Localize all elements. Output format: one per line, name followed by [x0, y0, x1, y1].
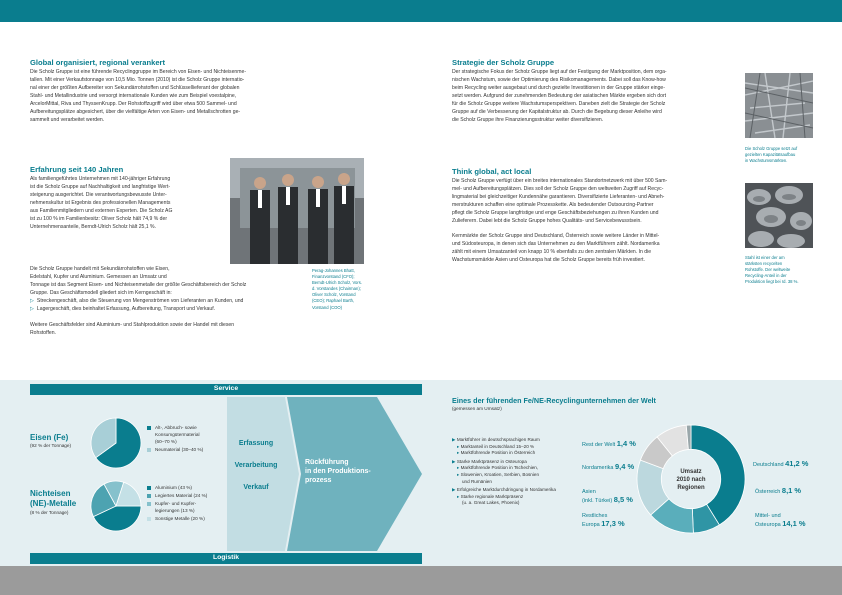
- legend-text: Alt-, Abbruch- sowie: [155, 425, 197, 430]
- market-bullet: [452, 459, 582, 485]
- flow-step-verkauf: Verkauf: [243, 484, 269, 491]
- caption-line: Perag-Johannes Bhatt,: [312, 268, 355, 273]
- text-think: [452, 177, 722, 225]
- market-title: Eines der führenden Fe/NE-Recyclingunternehmen der Welt: [452, 396, 656, 405]
- flow-step-erfassung: Erfassung: [238, 440, 274, 447]
- bottom-bar: [0, 566, 842, 595]
- market-bullet: [452, 487, 582, 507]
- scrap-photo: [745, 73, 813, 138]
- text-line: pflegt die Scholz Gruppe langfristige und enge Geschäftsbeziehungen zu ihren Kunden und: [452, 210, 659, 217]
- text-line: ArcelorMittal, Riva und ThyssenKrupp. Der Rohstoffzugriff wird über etwa 500 Sammel- und: [30, 101, 237, 108]
- legend-item: [147, 515, 223, 522]
- bullet-text: Lagergeschäft, dies beinhaltet Erfassung, Aufbereitung, Transport und Verkauf.: [36, 306, 216, 313]
- text-line: Rohstoffen.: [30, 330, 56, 337]
- text-line: setzt werden. Aufgrund der zunehmenden Bedeutung der asiatischen Märkte ergeben sich dort: [452, 93, 667, 100]
- legend-item: [147, 484, 223, 491]
- section-strategie: [452, 58, 722, 124]
- caption-line: Rohstoffe. Der weltweite: [745, 267, 791, 273]
- caption-line: Oliver Scholz, Vorstand: [312, 292, 356, 298]
- legend-item: [147, 424, 223, 445]
- section-think: [452, 167, 722, 264]
- text-kernmaerkte: [452, 232, 722, 264]
- legend-swatch: [147, 494, 151, 498]
- caption-line: Berndt-Ulrich Scholz, Vors.: [312, 280, 363, 286]
- text-line: nehmenskultur ist Ergebnis des professionellen Managements: [30, 200, 171, 207]
- caption-line: Die Scholz Gruppe setzt auf: [745, 146, 798, 151]
- text-line: tallen. Mit einer Verkaufstonnage von 10,5 Mio. Tonnen (2010) ist die Scholz Gruppe internatio-: [30, 77, 245, 84]
- board-photo-image: [230, 158, 364, 264]
- caption-line: Recycling-Anteil in der: [745, 273, 787, 279]
- market-bullet-sub: Marktführende Position in Österreich: [460, 450, 536, 456]
- logistik-strip: Logistik: [30, 553, 422, 564]
- flow-steps: [227, 440, 285, 491]
- triangle-icon: ▸: [457, 443, 461, 449]
- legend-text: Sonstige Metalle (20 %): [155, 516, 205, 521]
- market-bullet-main: Starke Marktpräsenz in Osteuropa: [456, 458, 527, 464]
- label-rest-der-welt: Rest der Welt 1,4 %: [582, 439, 636, 448]
- bullet-list-geschaeft: [30, 297, 302, 313]
- market-bullet-sub: (u. a. Great Lakes, Phoenix): [462, 500, 520, 506]
- flow-result: [305, 458, 385, 485]
- label-nordamerika: Nordamerika 9,4 %: [582, 462, 635, 471]
- ne-label: [30, 489, 76, 516]
- board-photo-caption: [312, 268, 382, 311]
- market-bullet: [452, 437, 582, 457]
- caption-line: Produktion liegt bei rd. 38 %.: [745, 279, 799, 285]
- legend-text: Aluminium (43 %): [155, 485, 192, 490]
- ne-title-1: Nichteisen: [30, 489, 71, 498]
- label-oesterreich: Österreich 8,1 %: [755, 486, 802, 495]
- label-asien: Asien (inkl. Türkei) 8,5 %: [582, 489, 633, 504]
- ne-title-2: (NE)-Metalle: [30, 499, 77, 508]
- text-line: lingmaterial bei gleichzeitiger Kundennähe garantieren. Diversifizierte Lieferanten- und Abneh-: [452, 194, 665, 201]
- legend-swatch: [147, 517, 151, 521]
- text-weitere: [30, 321, 302, 337]
- market-subtitle: (gemessen am Umsatz): [452, 406, 502, 411]
- triangle-icon: ▶: [452, 487, 457, 493]
- text-global: [30, 68, 302, 124]
- donut-center-label: [661, 468, 721, 492]
- heading-think: Think global, act local: [452, 167, 532, 176]
- section-global: [30, 58, 302, 124]
- text-line: mel- und Aufbereitungsplätzen. Dies soll der Scholz Gruppe den weltweiten Zugriff auf Recyc-: [452, 186, 664, 193]
- legend-swatch: [147, 448, 151, 452]
- text-line: für die Scholz Gruppe weitere Wachstumsperspektiven. Daneben zielt die Strategie der Scholz: [452, 101, 666, 108]
- legend-item: [147, 500, 223, 514]
- bullet-arrow-icon: ▷: [30, 298, 34, 305]
- legend-item: [147, 446, 223, 453]
- legend-text: Legiertes Material (24 %): [155, 493, 208, 498]
- text-line: die Scholz Gruppe ihre Finanzierungsstruktur weiter diversifizieren.: [452, 117, 604, 124]
- text-geschaeft: [30, 265, 302, 297]
- ne-sub: (8 % der Tonnage): [30, 510, 69, 515]
- caption-line: Finanzvorstand (CFO);: [312, 274, 355, 280]
- legend-swatch: [147, 426, 151, 430]
- triangle-icon: ▸: [457, 493, 461, 499]
- caption-line: (CEO); Raphael Barth,: [312, 298, 355, 304]
- steel-photo-image: [745, 183, 813, 248]
- text-line: Edelstahl, Kupfer und Aluminium. Gemessen an Umsatz und: [30, 274, 167, 281]
- flow-result-line-2: in den Produktions-: [305, 468, 371, 475]
- section-erfahrung: [30, 165, 230, 231]
- service-strip: Service: [30, 384, 422, 395]
- text-line: ist die Scholz Gruppe auf Nachhaltigkeit und langfristige Wert-: [30, 184, 171, 191]
- legend-text: (60–70 %): [155, 439, 177, 444]
- scrap-photo-image: [745, 73, 813, 138]
- text-line: aus Familienmitgliedern und externen Experten. Die Scholz AG: [30, 208, 173, 215]
- legend-item: [147, 492, 223, 499]
- market-bullet-sub: Slowenien, Kroatien, Serbien, Bosnien: [460, 471, 539, 477]
- market-bullet-sub: und Rumänien: [462, 478, 492, 484]
- fe-legend: [147, 424, 223, 454]
- market-bullet-sub: Marktführende Position in Tschechien,: [460, 465, 539, 471]
- flow-result-line-3: prozess: [305, 477, 332, 484]
- text-line: Gruppe auf die Verbesserung der Kapitalstruktur ab. Durch die Begebung dieser Anleihe wird: [452, 109, 662, 116]
- text-line: Stahl- und Metallindustrie und versorgt internationale Kunden wie zum Beispiel voestalpine,: [30, 93, 237, 100]
- bullet-item: [30, 305, 302, 313]
- text-line: zählt mit einem Umsatzanteil von knapp 10 % ebenfalls zu den zentralen Märkten. In die: [452, 249, 652, 256]
- text-line: steigerung ausgerichtet. Die verantwortungsbewusste Unter-: [30, 192, 167, 199]
- market-bullet-sub: Starke regionale Marktpräsenz: [460, 493, 524, 499]
- text-line: nischen Wachstum, sowie der Optimierung des Risikomanagements. Dabei soll das Know-how: [452, 77, 666, 84]
- flow-result-line-1: Rückführung: [305, 459, 349, 466]
- text-strategie: [452, 68, 722, 124]
- text-line: Die Scholz Gruppe ist eine führende Recyclinggruppe im Bereich von Eisen- und Nichteisenme-: [30, 69, 247, 75]
- triangle-icon: ▸: [457, 465, 461, 471]
- text-line: Gruppe. Das Geschäftsmodell gliedert sich im Kerngeschäft in:: [30, 290, 172, 297]
- heading-erfahrung: Erfahrung seit 140 Jahren: [30, 165, 124, 174]
- market-bullet-main: Erfolgreiche Marktdurchdringung in Nordamerika: [456, 487, 556, 493]
- donut-center-line-3: Regionen: [677, 485, 705, 491]
- market-bullet-sub: Marktanteil in Deutschland 15–20 %: [460, 443, 535, 449]
- market-bullet-main: Marktführer im deutschsprachigen Raum: [456, 437, 540, 442]
- text-line: sammelt und verarbeitet werden.: [30, 117, 105, 124]
- fe-title: Eisen (Fe): [30, 433, 69, 442]
- flow-step-verarbeitung: Verarbeitung: [234, 462, 278, 469]
- legend-text: Neumaterial (30–40 %): [155, 447, 204, 452]
- donut-center-line-1: Umsatz: [680, 469, 702, 475]
- text-line: Unternehmensanteile, Berndt-Ulrich Scholz hält 25,1 %.: [30, 224, 156, 231]
- triangle-icon: ▶: [452, 458, 457, 464]
- bullet-text: Streckengeschäft, also die Steuerung von Mengenströmen von Lieferanten an Kunden, und: [36, 298, 244, 305]
- fe-label: [30, 433, 71, 449]
- text-line: ist zu 100 % im Familienbesitz: Oliver Scholz hält 74,9 % der: [30, 216, 168, 223]
- steel-photo: [745, 183, 813, 248]
- text-line: Der strategische Fokus der Scholz Gruppe liegt auf der Festigung der Marktposition, dem orga-: [452, 69, 667, 75]
- text-line: Aufbereitungsplätze abgesichert, über die vielfältige Arten von Eisen- und Metallschrotten ge-: [30, 109, 241, 116]
- text-line: und Südosteuropa, in denen sich das Unternehmen zu den Marktführern zählt. Nordamerika: [452, 241, 660, 248]
- text-line: Als familiengeführtes Unternehmen mit 140-jähriger Erfahrung: [30, 176, 171, 182]
- section-geschaeft: [30, 265, 302, 337]
- bullet-item: [30, 297, 302, 305]
- label-deutschland: Deutschland 41,2 %: [753, 459, 809, 468]
- fe-pie-chart: [90, 417, 142, 469]
- top-bar: [0, 0, 842, 22]
- caption-line: Stahl ist einer der am: [745, 255, 785, 260]
- caption-line: d. Vorstandes (Chairman);: [312, 286, 361, 292]
- market-header: [452, 396, 656, 412]
- market-bullet-list: [452, 437, 582, 509]
- caption-line: gezielten Kapazitätsaufbau: [745, 152, 796, 158]
- label-mittel-osteuropa: Mittel- und Osteuropa 14,1 %: [755, 513, 806, 528]
- bullet-arrow-icon: ▷: [30, 306, 34, 313]
- steel-photo-caption: [745, 255, 825, 285]
- donut-center-line-2: 2010 nach: [676, 477, 706, 483]
- text-line: merstrukturen schaffen eine optimale Prozesskette. Als bedeutender Outsourcing-Partner: [452, 202, 654, 209]
- triangle-icon: ▶: [452, 437, 457, 442]
- text-line: Tonnage ist das Segment Eisen- und Nichteisenmetalle der größte Geschäftsbereich der Scholz: [30, 282, 247, 289]
- ne-legend: [147, 484, 223, 523]
- text-line: Die Scholz Gruppe handelt mit Sekundärrohstoffen wie Eisen,: [30, 266, 170, 272]
- text-line: Die Scholz Gruppe verfügt über ein breites internationales Standortnetzwerk mit über 500 Sam-: [452, 178, 668, 184]
- heading-global: Global organisiert, regional verankert: [30, 58, 166, 67]
- legend-text: Konsumgütermaterial: [155, 432, 200, 437]
- text-line: Weitere Geschäftsfelder sind Aluminium- und Stahlproduktion sowie der Handel mit diesen: [30, 322, 235, 329]
- text-line: beim Recycling weiter ausgebaut und durch gezielte Investitionen in der Gruppe stärker einge-: [452, 85, 665, 92]
- legend-text: legierungen (13 %): [155, 508, 195, 513]
- caption-line: stärksten recycelten: [745, 261, 783, 267]
- ne-pie-chart: [90, 480, 142, 532]
- legend-swatch: [147, 486, 151, 490]
- text-erfahrung: [30, 175, 230, 231]
- text-line: Wachstumsmärkte Asien und Osteuropa hat die Scholz Gruppe bereits früh investiert.: [452, 257, 645, 264]
- heading-strategie: Strategie der Scholz Gruppe: [452, 58, 555, 67]
- triangle-icon: ▸: [457, 450, 461, 456]
- label-restliches-europa: Restliches Europa 17,3 %: [582, 513, 625, 528]
- triangle-icon: ▸: [457, 471, 461, 477]
- text-line: Zulieferern. Dabei lebt die Scholz Gruppe hohes Qualitäts- und Servicebewusstsein.: [452, 218, 642, 225]
- caption-line: in Wachstumsmärkten.: [745, 158, 788, 164]
- legend-swatch: [147, 502, 151, 506]
- caption-line: Vorstand (COO): [312, 304, 343, 310]
- fe-sub: (92 % der Tonnage): [30, 443, 72, 448]
- text-line: Kernmärkte der Scholz Gruppe sind Deutschland, Österreich sowie weitere Länder in Mittel-: [452, 233, 660, 240]
- legend-text: Kupfer- und Kupfer-: [155, 501, 197, 506]
- scrap-photo-caption: [745, 146, 825, 164]
- text-line: nal einer der größten Aufbereiter von Sekundärrohstoffen und Schlüssellieferant der globalen: [30, 85, 240, 92]
- board-photo: [230, 158, 364, 264]
